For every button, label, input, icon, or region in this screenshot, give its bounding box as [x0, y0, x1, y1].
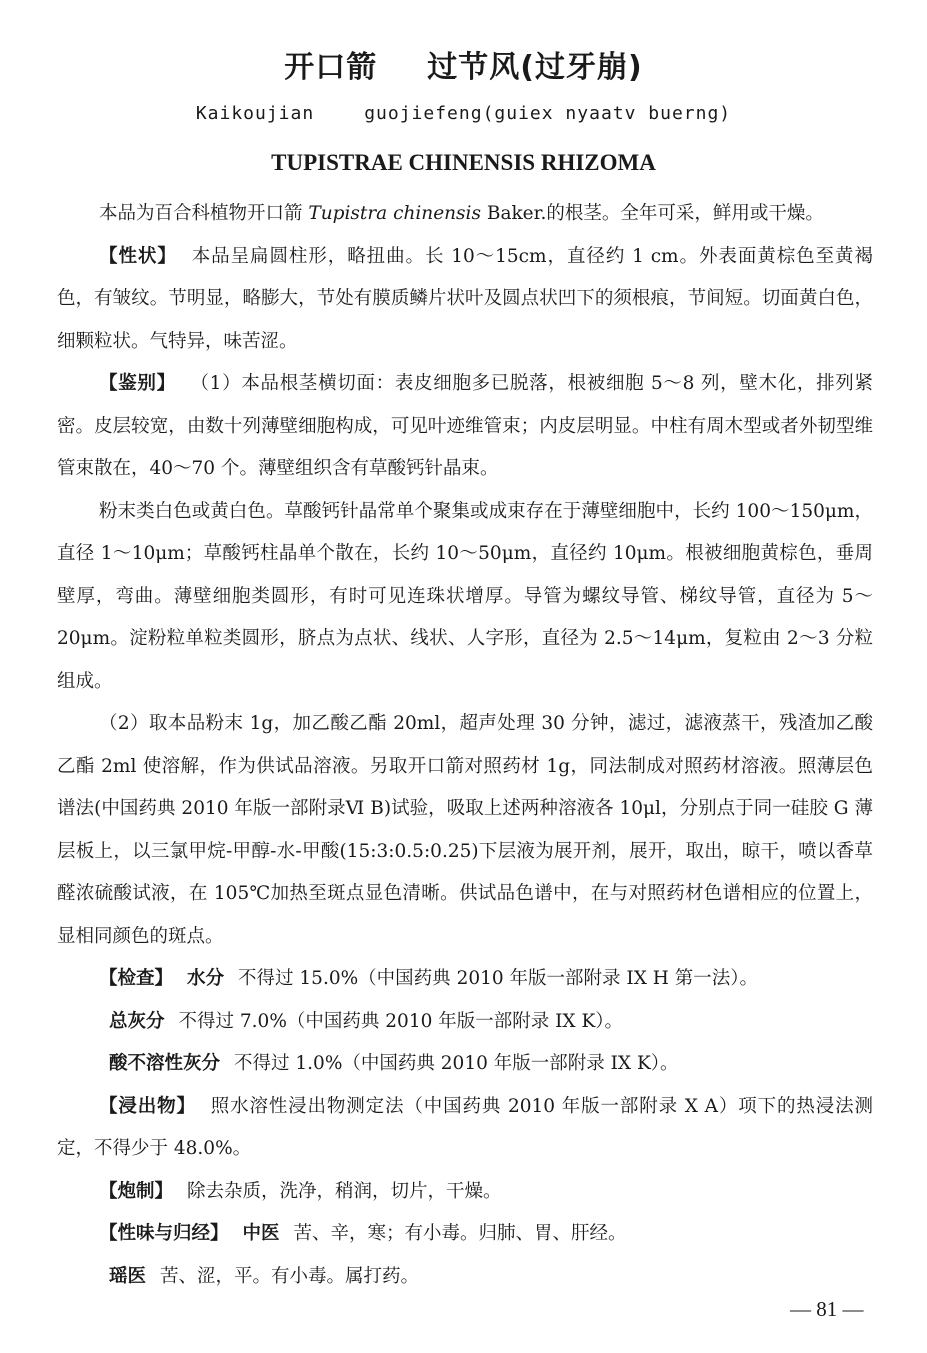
section-jiancha [57, 958, 873, 1001]
section-label-jianbie: 【鉴别】 [99, 373, 176, 394]
jianbie-paragraph-2: 粉末类白色或黄白色。草酸钙针晶常单个聚集或成束存在于薄壁细胞中，长约 100～150μm，直径 1～10μm；草酸钙柱晶单个散在，长约 10～50μm，直径约 10μm。根被细胞黄棕色，垂周壁厚，弯曲。薄壁细胞类圆形，有时可见连珠状增厚。导管为螺纹导管、梯纹导管，直径为 5～20μm。淀粉粒单粒类圆形，脐点为点状、线状、人字形，直径为 2.5～14μm，复粒由 2～3 分粒组成。 [57, 500, 873, 692]
tcm-label: 中医 [242, 1223, 280, 1244]
jianbie-paragraph-3: （2）取本品粉末 1g，加乙酸乙酯 20ml，超声处理 30 分钟，滤过，滤液蒸干，残渣加乙酸乙酯 2ml 使溶解，作为供试品溶液。另取开口箭对照药材 1g，同法制成对照药材溶液。照薄层色谱法(中国药典 2010 年版一部附录Ⅵ B)试验，吸取上述两种溶液各 10μl，分别点于同一硅胶 G 薄层板上，以三氯甲烷-甲醇-水-甲酸(15:3:0.5:0.25)下层液为展开剂，展开，取出，晾干，喷以香草醛浓硫酸试液，在 105℃加热至斑点显色清晰。供试品色谱中，在与对照药材色谱相应的位置上，显相同颜色的斑点。 [57, 713, 873, 947]
check-item-name: 水分 [187, 968, 225, 989]
title-py-alias: guojiefeng(guiex nyaatv buerng) [364, 103, 732, 124]
check-item-ash [57, 1001, 873, 1044]
monograph-body [57, 193, 873, 1298]
section-paozhi [57, 1171, 873, 1214]
intro-paragraph [57, 193, 873, 236]
yao-label: 瑶医 [109, 1265, 147, 1287]
section-label-paozhi: 【炮制】 [99, 1180, 174, 1202]
title-cn-name: 开口箭 [284, 50, 378, 85]
section-xingzhuang [57, 236, 873, 364]
jianbie-paragraph-1: （1）本品根茎横切面：表皮细胞多已脱落，根被细胞 5～8 列，壁木化，排列紧密。皮层较宽，由数十列薄壁细胞构成，可见叶迹维管束；内皮层明显。中柱有周木型或者外韧型维管束散在，40～70 个。薄壁组织含有草酸钙针晶束。 [57, 373, 873, 479]
title-latin: TUPISTRAE CHINENSIS RHIZOMA [271, 150, 656, 175]
check-item-text: 不得过 15.0%（中国药典 2010 年版一部附录 IX H 第一法）。 [238, 968, 759, 989]
check-item-acid-ash [57, 1043, 873, 1086]
section-label-jiancha: 【检查】 [99, 968, 174, 989]
check-item-text: 不得过 1.0%（中国药典 2010 年版一部附录 IX K）。 [234, 1053, 679, 1074]
check-item-name: 总灰分 [109, 1010, 165, 1032]
title-cn-alias: 过节风(过牙崩) [427, 50, 643, 85]
check-item-name: 酸不溶性灰分 [109, 1053, 221, 1074]
yao-text: 苦、涩，平。有小毒。属打药。 [160, 1265, 420, 1287]
section-xingwei [57, 1213, 873, 1256]
title-chinese [0, 42, 927, 86]
section-label-xingzhuang: 【性状】 [99, 245, 177, 267]
section-label-jinchuwu: 【浸出物】 [99, 1095, 196, 1117]
section-jinchuwu [57, 1086, 873, 1171]
title-pinyin [0, 103, 927, 124]
yao-medicine-line [57, 1256, 873, 1299]
section-text-paozhi: 除去杂质，洗净，稍润，切片，干燥。 [187, 1180, 502, 1202]
section-text-jinchuwu: 照水溶性浸出物测定法（中国药典 2010 年版一部附录 X A）项下的热浸法测定，不得少于 48.0%。 [57, 1095, 873, 1159]
check-item-text: 不得过 7.0%（中国药典 2010 年版一部附录 IX K）。 [178, 1010, 624, 1032]
page-number: — 81 — [790, 1297, 864, 1321]
species-name: Tupistra chinensis [308, 203, 481, 224]
title-py-name: Kaikoujian [195, 103, 315, 124]
section-label-xingwei: 【性味与归经】 [99, 1223, 229, 1244]
tcm-text: 苦、辛，寒；有小毒。归肺、胃、肝经。 [293, 1223, 627, 1244]
section-jianbie [57, 363, 873, 491]
intro-pre: 本品为百合科植物开口箭 [99, 203, 309, 224]
intro-post: Baker.的根茎。全年可采，鲜用或干燥。 [480, 203, 824, 224]
section-text-xingzhuang: 本品呈扁圆柱形，略扭曲。长 10～15cm，直径约 1 cm。外表面黄棕色至黄褐色，有皱纹。节明显，略膨大，节处有膜质鳞片状叶及圆点状凹下的须根痕，节间短。切面黄白色，细颗粒状。气特异，味苦涩。 [57, 245, 873, 352]
